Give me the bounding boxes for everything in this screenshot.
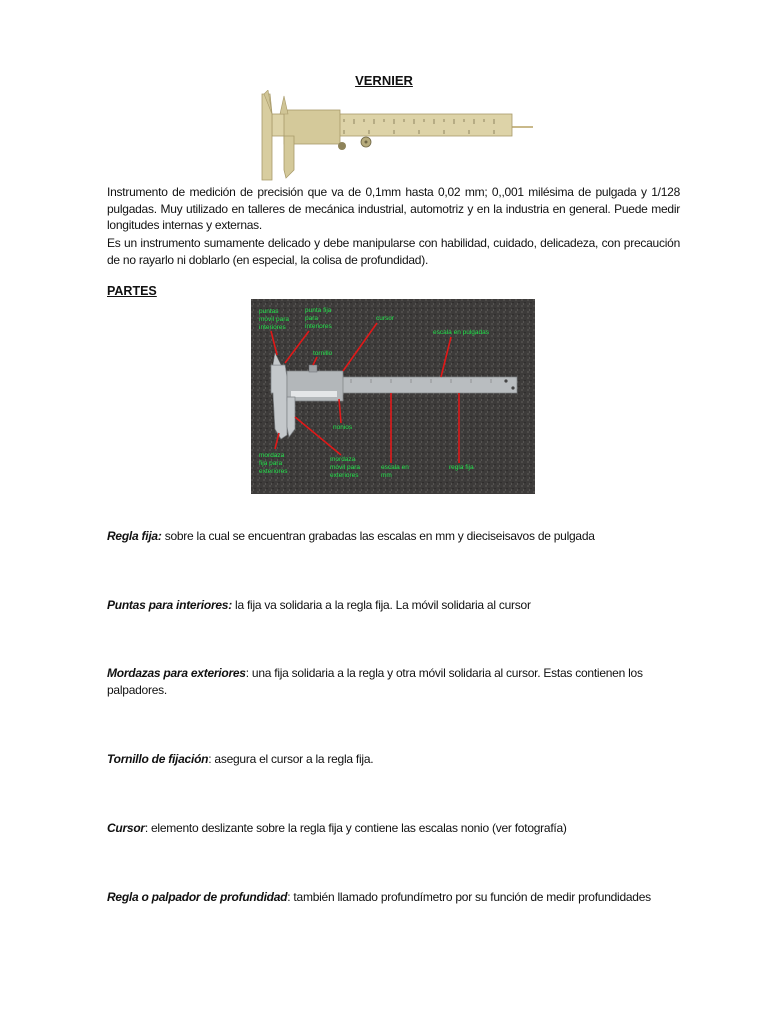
definition-cursor [107, 820, 667, 837]
definition-mordazas-exteriores [107, 665, 667, 698]
definition-regla-profundidad [107, 889, 667, 906]
label-mordaza-fija-1: mordaza [259, 452, 285, 459]
document-title: VERNIER [355, 73, 413, 88]
label-puntas-moviles-3: interiores [259, 324, 286, 331]
definition-text: : elemento deslizante sobre la regla fija y contiene las escalas nonio (ver fotografía) [144, 821, 567, 835]
intro-paragraph-1: Instrumento de medición de precisión que va de 0,1mm hasta 0,02 mm; 0,,001 milésima de pulgada y 1/128 pulgadas. Muy utilizado en talleres de mecánica industrial, automotriz y en la industria en general. Puede medir longitudes internas y externas. [107, 185, 680, 232]
definition-text: : asegura el cursor a la regla fija. [208, 752, 374, 766]
intro-paragraph-2: Es un instrumento sumamente delicado y debe manipularse con habilidad, cuidado, delicadeza, con precaución de no rayarlo ni doblarlo (en especial, la colisa de profundidad). [107, 236, 680, 267]
caliper-parts-photo [251, 299, 535, 494]
label-mordaza-fija-2: fija para [259, 460, 283, 467]
label-puntas-moviles-1: puntas [259, 308, 279, 315]
label-escala-pulgadas: escala en pulgadas [433, 329, 490, 336]
label-escala-mm-2: mm [381, 472, 392, 479]
definition-term: Cursor [107, 821, 145, 835]
definition-term: Regla o palpador de profundidad [107, 890, 288, 904]
section-heading: PARTES [107, 284, 157, 298]
label-escala-mm-1: escala en [381, 464, 409, 471]
label-mordaza-movil-1: mordaza [330, 456, 356, 463]
definition-term: Regla fija: [107, 529, 162, 543]
definition-puntas-interiores [107, 597, 667, 614]
definition-term: Puntas para interiores: [107, 598, 232, 612]
label-tornillo: tornillo [313, 350, 333, 357]
definition-term: Mordazas para exteriores [107, 666, 246, 680]
label-mordaza-movil-3: exteriores [330, 472, 359, 479]
label-puntas-moviles-2: móvil para [259, 316, 289, 323]
definition-regla-fija [107, 528, 667, 545]
label-mordaza-movil-2: móvil para [330, 464, 360, 471]
definition-text: la fija va solidaria a la regla fija. La móvil solidaria al cursor [231, 598, 531, 612]
label-nonios: nonios [333, 424, 353, 431]
label-regla-fija: regla fija [449, 464, 474, 471]
definition-tornillo-fijacion [107, 751, 667, 768]
vernier-caliper-photo [254, 90, 534, 182]
label-cursor: cursor [376, 315, 395, 322]
definition-term: Tornillo de fijación [107, 752, 209, 766]
definition-text: : también llamado profundímetro por su función de medir profundidades [287, 890, 651, 904]
label-mordaza-fija-3: exteriores [259, 468, 288, 475]
definition-text: sobre la cual se encuentran grabadas las escalas en mm y dieciseisavos de pulgada [161, 529, 595, 543]
label-punta-fija-3: interiores [305, 323, 332, 330]
label-punta-fija-2: para [305, 315, 319, 322]
label-punta-fija-1: punta fija [305, 307, 332, 314]
definition-text: : una fija solidaria a la regla y otra móvil solidaria al cursor. Estas contienen los palpadores. [107, 666, 643, 697]
